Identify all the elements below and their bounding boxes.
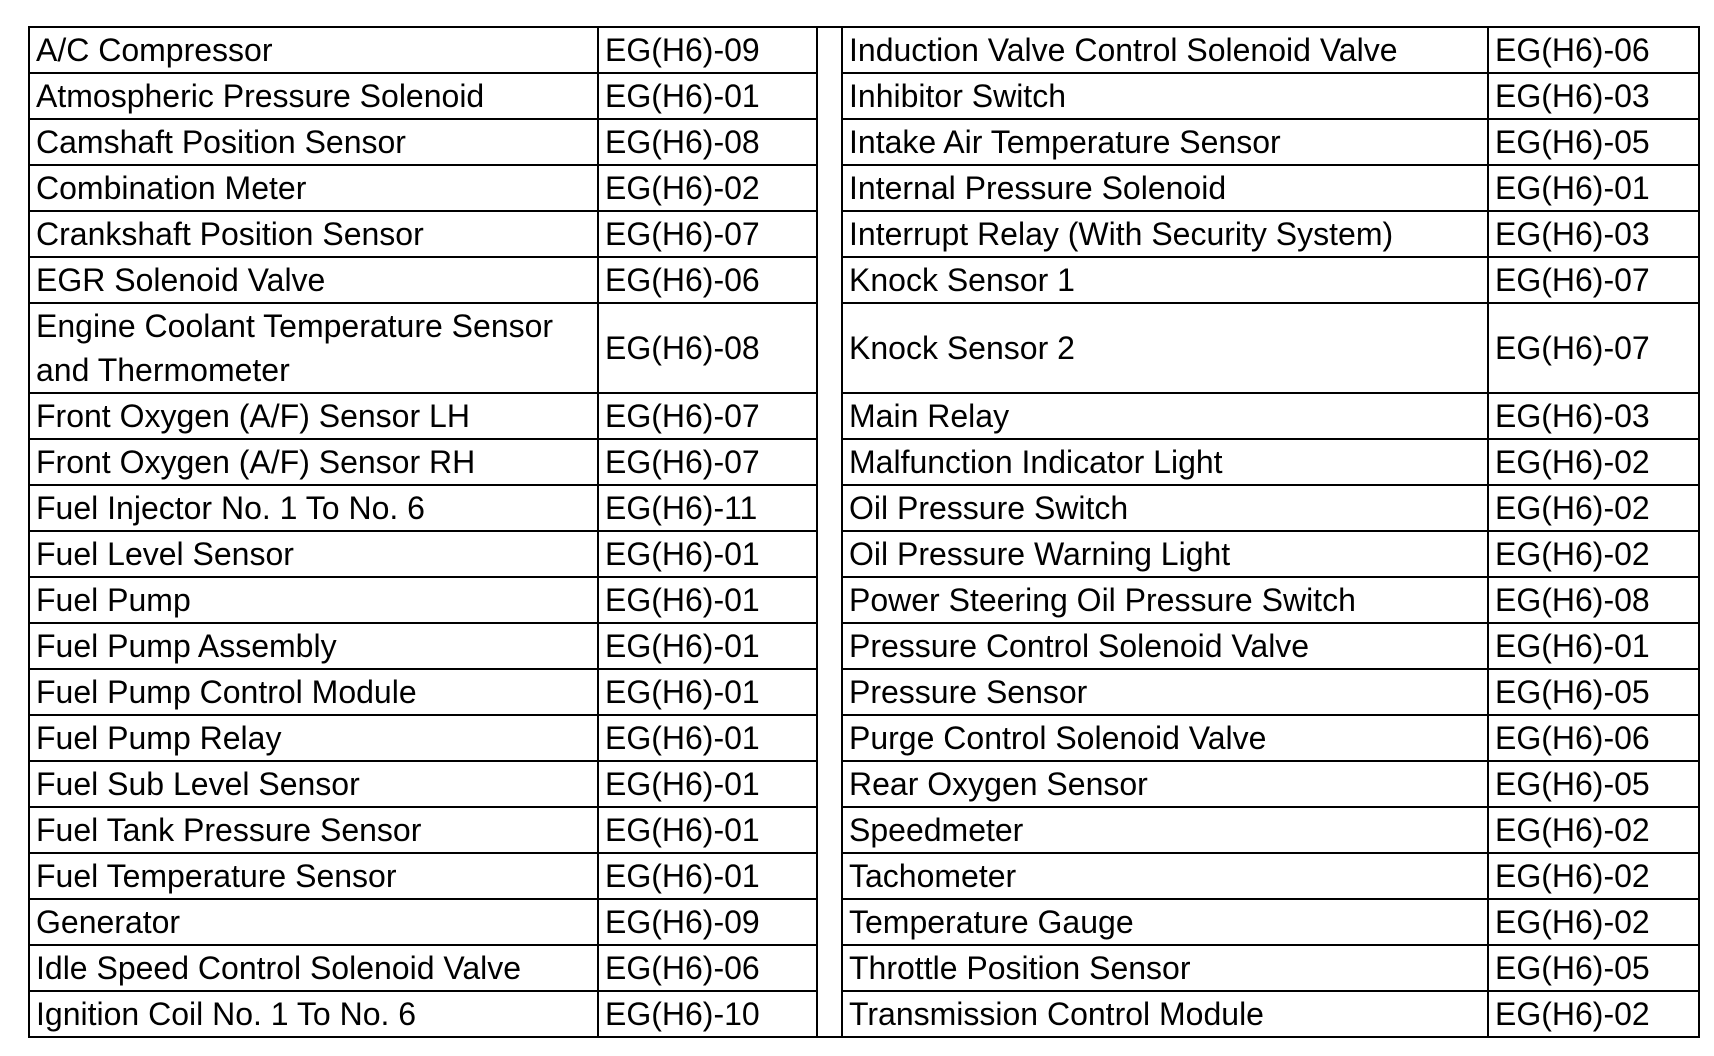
right-component: Internal Pressure Solenoid: [842, 165, 1488, 211]
right-code: EG(H6)-03: [1488, 211, 1699, 257]
table-row: [29, 715, 1699, 761]
table-row: [29, 27, 1699, 73]
right-code: EG(H6)-02: [1488, 899, 1699, 945]
right-component: Pressure Sensor: [842, 669, 1488, 715]
table-row: [29, 761, 1699, 807]
left-code: EG(H6)-06: [598, 945, 817, 991]
left-component: Fuel Sub Level Sensor: [29, 761, 598, 807]
left-component: Camshaft Position Sensor: [29, 119, 598, 165]
left-code: EG(H6)-01: [598, 669, 817, 715]
table-row: [29, 807, 1699, 853]
left-code: EG(H6)-01: [598, 531, 817, 577]
right-code: EG(H6)-06: [1488, 27, 1699, 73]
left-code: EG(H6)-01: [598, 807, 817, 853]
table-row: [29, 439, 1699, 485]
right-component: Speedmeter: [842, 807, 1488, 853]
right-component: Oil Pressure Warning Light: [842, 531, 1488, 577]
left-code: EG(H6)-09: [598, 27, 817, 73]
right-code: EG(H6)-05: [1488, 761, 1699, 807]
right-code: EG(H6)-01: [1488, 165, 1699, 211]
left-code: EG(H6)-08: [598, 119, 817, 165]
left-component: EGR Solenoid Valve: [29, 257, 598, 303]
right-code: EG(H6)-03: [1488, 73, 1699, 119]
left-component: Fuel Injector No. 1 To No. 6: [29, 485, 598, 531]
column-gap: [817, 165, 842, 211]
left-code: EG(H6)-09: [598, 899, 817, 945]
left-code: EG(H6)-02: [598, 165, 817, 211]
right-code: EG(H6)-03: [1488, 393, 1699, 439]
table-row: [29, 73, 1699, 119]
left-code: EG(H6)-01: [598, 853, 817, 899]
column-gap: [817, 119, 842, 165]
table-row: [29, 577, 1699, 623]
table-row: [29, 669, 1699, 715]
column-gap: [817, 211, 842, 257]
right-component: Knock Sensor 2: [842, 303, 1488, 393]
column-gap: [817, 27, 842, 73]
column-gap: [817, 485, 842, 531]
column-gap: [817, 73, 842, 119]
left-component: Atmospheric Pressure Solenoid: [29, 73, 598, 119]
right-component: Intake Air Temperature Sensor: [842, 119, 1488, 165]
right-code: EG(H6)-01: [1488, 623, 1699, 669]
left-code: EG(H6)-01: [598, 577, 817, 623]
column-gap: [817, 257, 842, 303]
left-component: Engine Coolant Temperature Sensor and Thermometer: [29, 303, 598, 393]
column-gap: [817, 807, 842, 853]
right-component: Main Relay: [842, 393, 1488, 439]
right-component: Throttle Position Sensor: [842, 945, 1488, 991]
left-component: Ignition Coil No. 1 To No. 6: [29, 991, 598, 1037]
right-component: Pressure Control Solenoid Valve: [842, 623, 1488, 669]
left-component: Front Oxygen (A/F) Sensor LH: [29, 393, 598, 439]
right-component: Purge Control Solenoid Valve: [842, 715, 1488, 761]
left-code: EG(H6)-10: [598, 991, 817, 1037]
column-gap: [817, 577, 842, 623]
left-component: Combination Meter: [29, 165, 598, 211]
left-component: Fuel Pump Assembly: [29, 623, 598, 669]
right-code: EG(H6)-05: [1488, 945, 1699, 991]
table-row: [29, 899, 1699, 945]
table-row: [29, 623, 1699, 669]
table-row: [29, 991, 1699, 1037]
right-code: EG(H6)-02: [1488, 439, 1699, 485]
column-gap: [817, 439, 842, 485]
left-component: Fuel Temperature Sensor: [29, 853, 598, 899]
left-component: Crankshaft Position Sensor: [29, 211, 598, 257]
column-gap: [817, 531, 842, 577]
column-gap: [817, 899, 842, 945]
column-gap: [817, 623, 842, 669]
right-code: EG(H6)-02: [1488, 807, 1699, 853]
right-component: Malfunction Indicator Light: [842, 439, 1488, 485]
right-component: Tachometer: [842, 853, 1488, 899]
table-row: [29, 393, 1699, 439]
right-component: Induction Valve Control Solenoid Valve: [842, 27, 1488, 73]
right-code: EG(H6)-02: [1488, 853, 1699, 899]
right-code: EG(H6)-07: [1488, 257, 1699, 303]
table-row: [29, 257, 1699, 303]
left-component: Front Oxygen (A/F) Sensor RH: [29, 439, 598, 485]
table-row: [29, 119, 1699, 165]
right-code: EG(H6)-08: [1488, 577, 1699, 623]
right-component: Interrupt Relay (With Security System): [842, 211, 1488, 257]
left-component: A/C Compressor: [29, 27, 598, 73]
left-component: Fuel Pump Control Module: [29, 669, 598, 715]
right-code: EG(H6)-02: [1488, 991, 1699, 1037]
right-component: Knock Sensor 1: [842, 257, 1488, 303]
left-component: Fuel Pump Relay: [29, 715, 598, 761]
left-code: EG(H6)-01: [598, 73, 817, 119]
right-component: Oil Pressure Switch: [842, 485, 1488, 531]
component-index-body: [29, 27, 1699, 1037]
right-code: EG(H6)-02: [1488, 485, 1699, 531]
right-component: Transmission Control Module: [842, 991, 1488, 1037]
column-gap: [817, 761, 842, 807]
left-code: EG(H6)-01: [598, 623, 817, 669]
column-gap: [817, 303, 842, 393]
right-code: EG(H6)-05: [1488, 119, 1699, 165]
column-gap: [817, 991, 842, 1037]
left-component: Fuel Tank Pressure Sensor: [29, 807, 598, 853]
right-code: EG(H6)-05: [1488, 669, 1699, 715]
right-code: EG(H6)-06: [1488, 715, 1699, 761]
column-gap: [817, 669, 842, 715]
left-code: EG(H6)-07: [598, 211, 817, 257]
left-code: EG(H6)-07: [598, 439, 817, 485]
table-row: [29, 165, 1699, 211]
table-row: [29, 303, 1699, 393]
right-component: Inhibitor Switch: [842, 73, 1488, 119]
left-code: EG(H6)-01: [598, 761, 817, 807]
right-component: Power Steering Oil Pressure Switch: [842, 577, 1488, 623]
table-row: [29, 945, 1699, 991]
table-row: [29, 853, 1699, 899]
left-component: Generator: [29, 899, 598, 945]
right-code: EG(H6)-02: [1488, 531, 1699, 577]
left-code: EG(H6)-01: [598, 715, 817, 761]
left-component: Idle Speed Control Solenoid Valve: [29, 945, 598, 991]
right-component: Rear Oxygen Sensor: [842, 761, 1488, 807]
left-code: EG(H6)-07: [598, 393, 817, 439]
left-code: EG(H6)-08: [598, 303, 817, 393]
left-code: EG(H6)-06: [598, 257, 817, 303]
left-component: Fuel Pump: [29, 577, 598, 623]
column-gap: [817, 945, 842, 991]
column-gap: [817, 393, 842, 439]
column-gap: [817, 715, 842, 761]
table-row: [29, 485, 1699, 531]
table-row: [29, 531, 1699, 577]
right-component: Temperature Gauge: [842, 899, 1488, 945]
table-row: [29, 211, 1699, 257]
column-gap: [817, 853, 842, 899]
left-component: Fuel Level Sensor: [29, 531, 598, 577]
component-index-table: [28, 26, 1700, 1038]
right-code: EG(H6)-07: [1488, 303, 1699, 393]
left-code: EG(H6)-11: [598, 485, 817, 531]
